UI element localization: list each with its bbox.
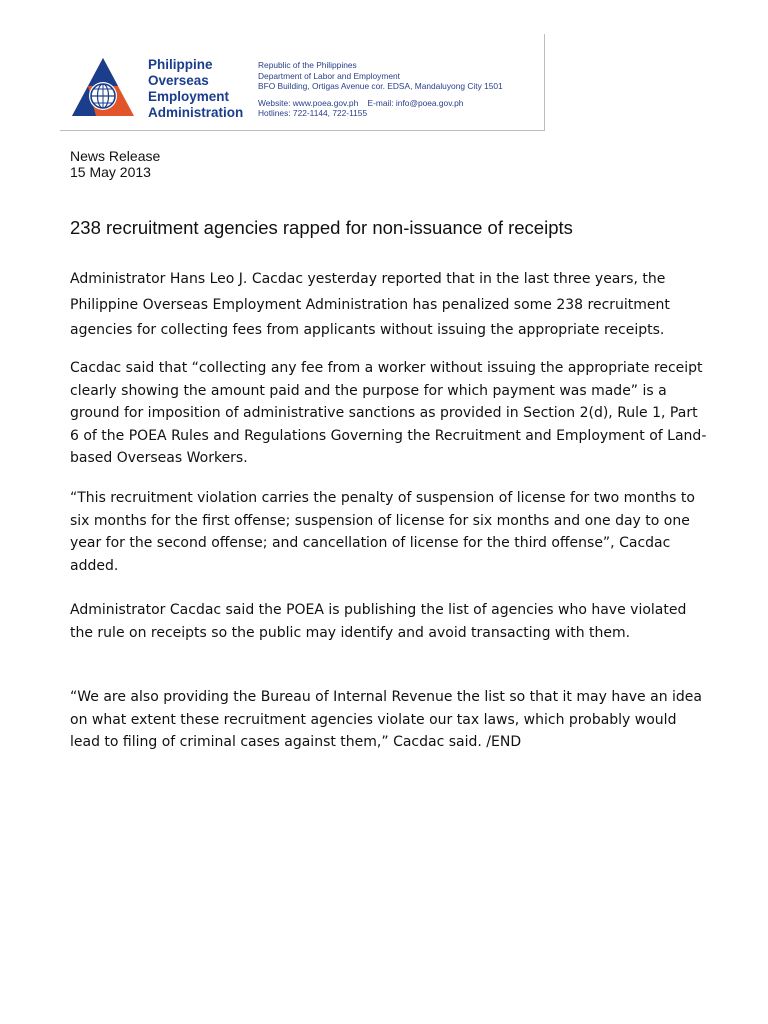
- body-paragraph: [70, 357, 710, 470]
- headline: 238 recruitment agencies rapped for non-issuance of receipts: [70, 217, 573, 238]
- website-email-line: Website: www.poea.gov.ph E-mail: info@poea.gov.ph: [258, 97, 464, 108]
- release-date: 15 May 2013: [70, 164, 151, 180]
- paragraph-text: “We are also providing the Bureau of Internal Revenue the list so that it may have an idea on what extent these recruitment agencies violate our tax laws, which probably would lead to filing of criminal cases against them,” Cacdac said. /END: [70, 689, 702, 750]
- address-line: BFO Building, Ortigas Avenue cor. EDSA, Mandaluyong City 1501: [258, 81, 503, 91]
- paragraph-text: Administrator Cacdac said the POEA is publishing the list of agencies who have violated the rule on receipts so the public may identify and avoid transacting with them.: [70, 602, 687, 641]
- agency-name-line: Employment: [148, 89, 230, 104]
- release-info: [70, 148, 160, 180]
- body-paragraph: [70, 686, 710, 754]
- paragraph-text: Administrator Hans Leo J. Cacdac yesterday reported that in the last three years, the Philippine Overseas Employment Administration has penalized some 238 recruitment agencies for collecting fees from applicants without issuing the appropriate receipts.: [70, 271, 670, 338]
- agency-name-line: Overseas: [148, 73, 209, 88]
- poea-logo-icon: [70, 56, 136, 118]
- body-paragraph: [70, 487, 710, 577]
- republic-line: Republic of the Philippines: [258, 60, 357, 70]
- agency-name-line: Administration: [148, 105, 244, 120]
- body-paragraph: [70, 267, 710, 344]
- hotlines-line: Hotlines: 722-1144, 722-1155: [258, 108, 368, 118]
- letterhead-contact: [258, 60, 503, 119]
- body-paragraph: [70, 599, 710, 644]
- agency-name-line: Philippine: [148, 57, 213, 72]
- release-type: News Release: [70, 148, 161, 164]
- agency-name: [148, 57, 243, 121]
- department-line: Department of Labor and Employment: [258, 70, 400, 81]
- paragraph-text: “This recruitment violation carries the penalty of suspension of license for two months to six months for the first offense; suspension of license for six months and one day to one year for the second offense; and cancellation of license for the third offense”, Cacdac added.: [70, 490, 695, 574]
- paragraph-text: Cacdac said that “collecting any fee from a worker without issuing the appropriate receipt clearly showing the amount paid and the purpose for which payment was made” is a ground for imposition of administrative sanctions as provided in Section 2(d), Rule 1, Part 6 of the POEA Rules and Regulations Governing the Recruitment and Employment of Land-based Overseas Workers.: [70, 360, 707, 466]
